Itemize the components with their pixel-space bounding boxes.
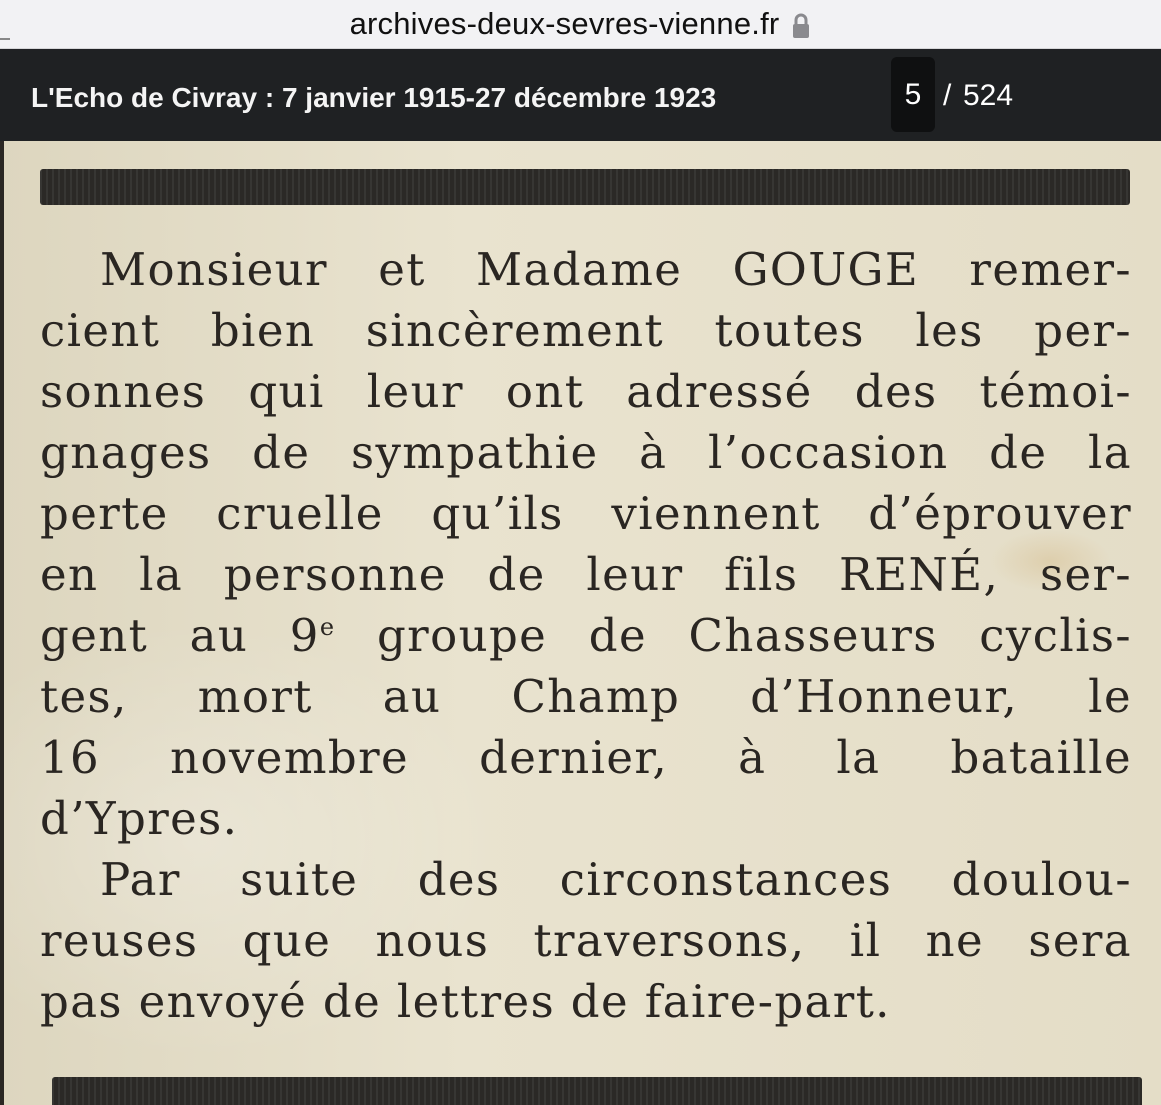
page-total: 524: [963, 79, 1014, 112]
top-ornamental-rule: [40, 169, 1130, 205]
article-text: [40, 239, 1140, 1032]
article-line: en la personne de leur fils RENÉ, ser-: [40, 548, 1132, 601]
url-text[interactable]: archives-deux-sevres-vienne.fr: [349, 6, 780, 41]
viewer-header: [0, 49, 1161, 141]
article-line: tes, mort au Champ d’Honneur, le: [40, 670, 1132, 723]
article-line: [40, 605, 1132, 666]
article-line: sonnes qui leur ont adressé des témoi-: [40, 365, 1132, 418]
newspaper-scan: [0, 141, 1161, 1105]
page-separator: /: [943, 79, 952, 112]
article-line: perte cruelle qu’ils viennent d’éprouver: [40, 487, 1132, 540]
article-line: gnages de sympathie à l’occasion de la: [40, 426, 1132, 479]
page-number-input[interactable]: 5: [891, 57, 935, 132]
article-line: 16 novembre dernier, à la bataille: [40, 731, 1132, 784]
article-line-end: groupe de Chasseurs cyclis-: [335, 609, 1132, 662]
lock-icon: [791, 12, 811, 40]
address-bar[interactable]: [0, 0, 1161, 49]
article-line: Par suite des circonstances doulou-: [100, 853, 1132, 906]
article-line-start: gent au 9: [40, 609, 320, 662]
article-line: d’Ypres.: [40, 792, 239, 845]
document-title: L'Echo de Civray : 7 janvier 1915-27 décembre 1923: [31, 82, 717, 113]
article-line: cient bien sincèrement toutes les per-: [40, 304, 1132, 357]
ordinal-superscript: e: [319, 613, 336, 641]
article-line: pas envoyé de lettres de faire-part.: [40, 975, 891, 1028]
column-rule: [0, 141, 4, 1105]
article-line: reuses que nous traversons, il ne sera: [40, 914, 1132, 967]
article-line: Monsieur et Madame GOUGE remer-: [100, 243, 1132, 296]
bottom-ornamental-rule: [52, 1077, 1142, 1105]
